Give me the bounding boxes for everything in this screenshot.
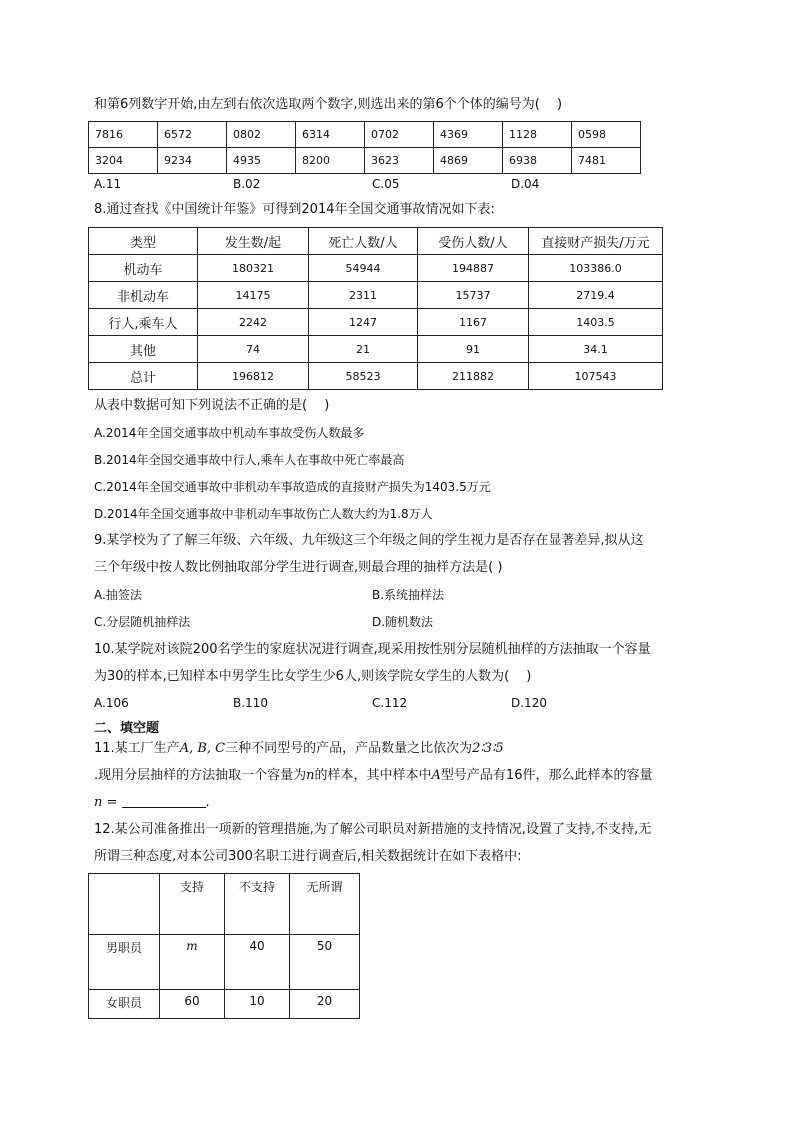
table-cell: 3623 [365,148,434,174]
q11-vars: A, B, C [179,741,226,756]
q10-line1: 10.某学院对该院200名学生的家庭状况进行调查,现采用按性别分层随机抽样的方法抽取一个容量 [94,642,651,657]
table-cell: 7816 [89,122,158,148]
table-cell: 9234 [158,148,227,174]
column-header: 受伤人数/人 [418,228,529,255]
table-cell: 0802 [227,122,296,148]
q11-line2 [94,767,652,785]
q12-line2: 所谓三种态度,对本公司300名职工进行调查后,相关数据统计在如下表格中: [94,849,522,864]
q9-line1: 9.某学校为了了解三年级、六年级、九年级这三个年级之间的学生视力是否存在显著差异,拟从这 [94,533,644,548]
row-label: 总计 [89,363,198,390]
q10-option-a: A.106 [94,696,129,710]
table-cell: 4369 [434,122,503,148]
q8-stem: 8.通过查找《中国统计年鉴》可得到2014年全国交通事故情况如下表: [94,202,495,217]
table-cell: 2719.4 [529,282,663,309]
q9-option-b: B.系统抽样法 [372,588,445,602]
table-row [89,122,641,148]
table-cell: 40 [225,935,290,990]
q9-option-d: D.随机数法 [372,615,434,629]
table-cell: 60 [160,990,225,1019]
table-cell: 3204 [89,148,158,174]
q7-intro: 和第6列数字开始,由左到右依次选取两个数字,则选出来的第6个个体的编号为( ) [94,97,563,112]
q11-text: 型号产品有16件，那么此样本的容量 [440,768,653,783]
table-cell: 6938 [503,148,572,174]
table-cell: 74 [198,336,309,363]
table-cell: 0598 [572,122,641,148]
table-cell: 1128 [503,122,572,148]
q7-option-c: C.05 [372,177,400,191]
survey-table [88,873,360,1019]
q8-option-d: D.2014年全国交通事故中非机动车事故伤亡人数大约为1.8万人 [94,507,433,521]
answer-blank[interactable] [122,795,206,808]
table-cell: 194887 [418,255,529,282]
q8-option-c: C.2014年全国交通事故中非机动车事故造成的直接财产损失为1403.5万元 [94,480,491,494]
table-cell: m [160,935,225,990]
q11-n-eq: n = [94,795,122,810]
table-row [89,148,641,174]
table-cell: 211882 [418,363,529,390]
table-header-row [89,228,663,255]
q11-text: .现用分层抽样的方法抽取一个容量为 [94,768,307,783]
q11-text: 的样本，其中样本中 [314,768,432,783]
table-cell: 196812 [198,363,309,390]
q11-line3 [94,794,210,812]
q9-option-a: A.抽签法 [94,588,142,602]
q9-line2: 三个年级中按人数比例抽取部分学生进行调查,则最合理的抽样方法是( ) [94,560,503,575]
table-cell: 1247 [309,309,418,336]
q11-text: 11.某工厂生产 [94,741,180,756]
table-cell: 2311 [309,282,418,309]
row-label: 其他 [89,336,198,363]
table-cell: 91 [418,336,529,363]
column-header: 无所谓 [290,874,360,935]
q11-ratio: 2∶3∶5 [472,741,504,756]
q7-option-b: B.02 [233,177,261,191]
column-header: 不支持 [225,874,290,935]
column-header: 类型 [89,228,198,255]
row-label: 男职员 [89,935,160,990]
table-cell: 1167 [418,309,529,336]
row-label: 行人,乘车人 [89,309,198,336]
q11-n-var: n [306,768,315,783]
table-header-row [89,874,360,935]
q7-option-a: A.11 [94,177,122,191]
table-row [89,336,663,363]
table-cell: 14175 [198,282,309,309]
table-cell: 180321 [198,255,309,282]
q11-line1 [94,740,504,758]
q11-text: 三种不同型号的产品，产品数量之比依次为 [225,741,473,756]
row-label: 非机动车 [89,282,198,309]
q8-option-b: B.2014年全国交通事故中行人,乘车人在事故中死亡率最高 [94,453,405,467]
table-row [89,363,663,390]
table-cell: 10 [225,990,290,1019]
table-cell: 7481 [572,148,641,174]
q11-a-var: A [431,768,441,783]
q12-line1: 12.某公司准备推出一项新的管理措施,为了解公司职员对新措施的支持情况,设置了支持,不支持,无 [94,822,652,837]
q9-option-c: C.分层随机抽样法 [94,615,191,629]
table-cell: 34.1 [529,336,663,363]
table-cell: 6572 [158,122,227,148]
table-cell: 1403.5 [529,309,663,336]
table-cell: 21 [309,336,418,363]
q10-line2: 为30的样本,已知样本中男学生比女学生少6人,则该学院女学生的人数为( ) [94,669,532,684]
table-cell: 8200 [296,148,365,174]
corner-cell [89,874,160,935]
row-label: 女职员 [89,990,160,1019]
column-header: 支持 [160,874,225,935]
table-cell: 4935 [227,148,296,174]
q8-question: 从表中数据可知下列说法不正确的是( ) [94,398,330,413]
table-cell: 54944 [309,255,418,282]
table-row [89,282,663,309]
q8-option-a: A.2014年全国交通事故中机动车事故受伤人数最多 [94,426,365,440]
table-cell: 2242 [198,309,309,336]
column-header: 直接财产损失/万元 [529,228,663,255]
column-header: 发生数/起 [198,228,309,255]
q10-option-c: C.112 [372,696,408,710]
table-cell: 107543 [529,363,663,390]
table-cell: 4869 [434,148,503,174]
table-row [89,935,360,990]
traffic-accident-table [88,227,663,390]
q11-end: . [205,795,210,810]
table-cell: 103386.0 [529,255,663,282]
row-label: 机动车 [89,255,198,282]
random-number-table [88,121,641,174]
table-cell: 15737 [418,282,529,309]
table-row [89,309,663,336]
table-cell: 58523 [309,363,418,390]
q10-option-b: B.110 [233,696,268,710]
table-row [89,990,360,1019]
table-cell: 20 [290,990,360,1019]
section-heading: 二、填空题 [94,721,160,736]
table-row [89,255,663,282]
q10-option-d: D.120 [511,696,547,710]
table-cell: 0702 [365,122,434,148]
table-cell: 6314 [296,122,365,148]
table-cell: 50 [290,935,360,990]
column-header: 死亡人数/人 [309,228,418,255]
q7-option-d: D.04 [511,177,540,191]
